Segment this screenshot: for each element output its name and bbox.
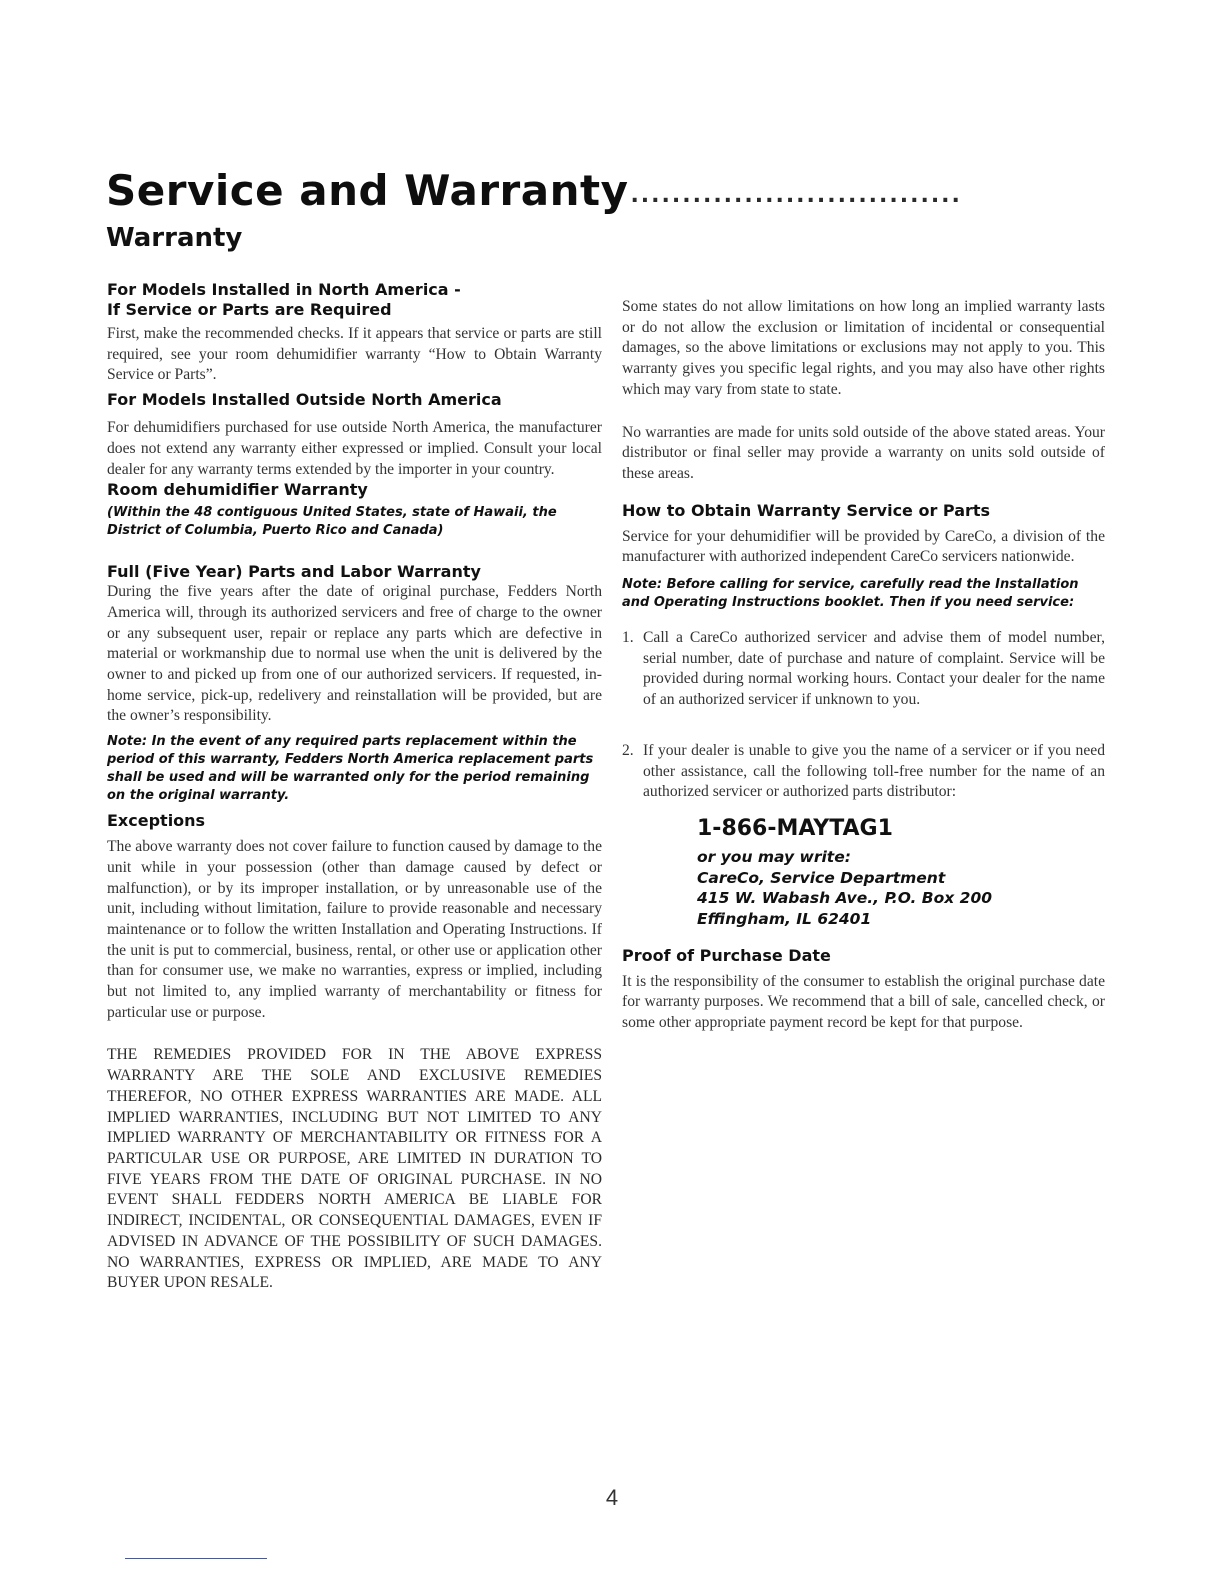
paragraph-units-outside-areas: No warranties are made for units sold outside of the above stated areas. Your distributor or final seller may provide a warranty on units sold outside of these areas. — [622, 423, 1105, 482]
page-title — [106, 164, 1116, 218]
heading-north-america-line2: If Service or Parts are Required — [107, 300, 392, 319]
note-covered-areas: (Within the 48 contiguous United States, state of Hawaii, the District of Columbia, Puerto Rico and Canada) — [107, 505, 557, 539]
paragraph-remedies: THE REMEDIES PROVIDED FOR IN THE ABOVE EXPRESS WARRANTY ARE THE SOLE AND EXCLUSIVE REMEDIES THEREFOR, NO OTHER EXPRESS WARRANTIES ARE MADE. ALL IMPLIED WARRANTIES, INCLUDING BUT NOT LIMITED TO ANY IMPLIED WARRANTY OF MERCHANTABILITY OR FITNESS FOR A PARTICULAR USE OR PURPOSE, ARE LIMITED IN DURATION TO FIVE YEARS FROM THE DATE OF ORIGINAL PURCHASE. IN NO EVENT SHALL FEDDERS NORTH AMERICA BE LIABLE FOR INDIRECT, INCIDENTAL, OR CONSEQUENTIAL DAMAGES, EVEN IF ADVISED IN ADVANCE OF THE POSSIBILITY OF SUCH DAMAGES. NO WARRANTIES, EXPRESS OR IMPLIED, ARE MADE TO ANY BUYER UPON RESALE. — [107, 1046, 602, 1292]
toll-free-phone-number: 1-866-MAYTAG1 — [697, 815, 893, 841]
section-title: Warranty — [106, 223, 243, 253]
heading-proof-of-purchase: Proof of Purchase Date — [622, 945, 831, 965]
paragraph-north-america: First, make the recommended checks. If it appears that service or parts are still required, see your room dehumidifier warranty “How to Obtain Warranty Service or Parts”. — [107, 325, 602, 384]
address-line-company: CareCo, Service Department — [697, 868, 946, 887]
left-column — [107, 280, 602, 1294]
service-steps-list — [622, 628, 1105, 803]
heading-full-warranty: Full (Five Year) Parts and Labor Warranty — [107, 562, 481, 582]
list-item — [622, 628, 1105, 711]
paragraph-obtain-service: Service for your dehumidifier will be provided by CareCo, a division of the manufacturer with authorized independent CareCo servicers nationwide. — [622, 527, 1105, 566]
heading-obtain-service: How to Obtain Warranty Service or Parts — [622, 500, 991, 520]
right-column — [622, 297, 1105, 1034]
paragraph-proof-of-purchase: It is the responsibility of the consumer to establish the original purchase date for warranty purposes. We recommend that a bill of sale, cancelled check, or some other appropriate payment record be kept for that purpose. — [622, 972, 1105, 1032]
step-text: If your dealer is unable to give you the name of a servicer or if you need other assistance, call the following toll-free number for the name of an authorized servicer or authorized parts distributor: — [643, 741, 1105, 801]
note-parts-replacement: Note: In the event of any required parts replacement within the period of this warranty, Fedders North America replacement parts shall be used and will be warranted only for the period remaining on the original warranty. — [107, 734, 594, 804]
page-number: 4 — [605, 1485, 619, 1510]
step-number: 2. — [622, 741, 634, 759]
heading-exceptions: Exceptions — [107, 811, 206, 831]
paragraph-outside-north-america: For dehumidifiers purchased for use outside North America, the manufacturer does not extend any warranty either expressed or implied. Consult your local dealer for any warranty terms extended by the importer in your country. — [107, 419, 602, 478]
page-title-text: Service and Warranty — [106, 166, 629, 216]
address-intro: or you may write: — [697, 847, 851, 866]
heading-room-dehumidifier-warranty: Room dehumidifier Warranty — [107, 480, 368, 500]
title-dot-leader: ................................ — [630, 183, 962, 209]
heading-north-america-line1: For Models Installed in North America - — [107, 280, 461, 299]
address-line-city: Effingham, IL 62401 — [697, 910, 872, 929]
address-line-street: 415 W. Wabash Ave., P.O. Box 200 — [697, 889, 993, 908]
footer-link-underline — [125, 1558, 267, 1559]
paragraph-state-limitations: Some states do not allow limitations on how long an implied warranty lasts or do not allow the exclusion or limitation of incidental or consequential damages, so the above limitations or exclusions may not apply to you. This warranty gives you specific legal rights, and you may also have other rights which may vary from state to state. — [622, 298, 1105, 398]
heading-outside-north-america: For Models Installed Outside North America — [107, 390, 502, 410]
list-item — [622, 741, 1105, 803]
step-text: Call a CareCo authorized servicer and advise them of model number, serial number, date of purchase and nature of complaint. Service will be provided during normal working hours. Contact your dealer for the name of an authorized servicer if unknown to you. — [643, 629, 1105, 709]
paragraph-exceptions: The above warranty does not cover failure to function caused by damage to the unit while in your possession (other than damage caused by defect or malfunction), or by its improper installation, or by unreasonable use of the unit, including without limitation, failure to provide reasonable and necessary maintenance or to follow the written Installation and Operating Instructions. If the unit is put to commercial, business, rental, or other use or application other than for consumer use, we make no warranties, express or implied, including but not limited to, any implied warranty of merchantability or fitness for particular use or purpose. — [107, 838, 602, 1021]
step-number: 1. — [622, 629, 634, 647]
paragraph-full-warranty: During the five years after the date of original purchase, Fedders North America will, through its authorized servicers and free of charge to the owner or any subsequent user, repair or replace any parts which are defective in material or workmanship due to normal use when the unit is delivered by the owner to and picked up from one of our authorized servicers. If requested, in-home service, pick-up, redelivery and reinstallation will be provided, but are the owner’s responsibility. — [107, 583, 602, 725]
note-before-calling: Note: Before calling for service, carefully read the Installation and Operating Instructions booklet. Then if you need service: — [622, 577, 1079, 611]
